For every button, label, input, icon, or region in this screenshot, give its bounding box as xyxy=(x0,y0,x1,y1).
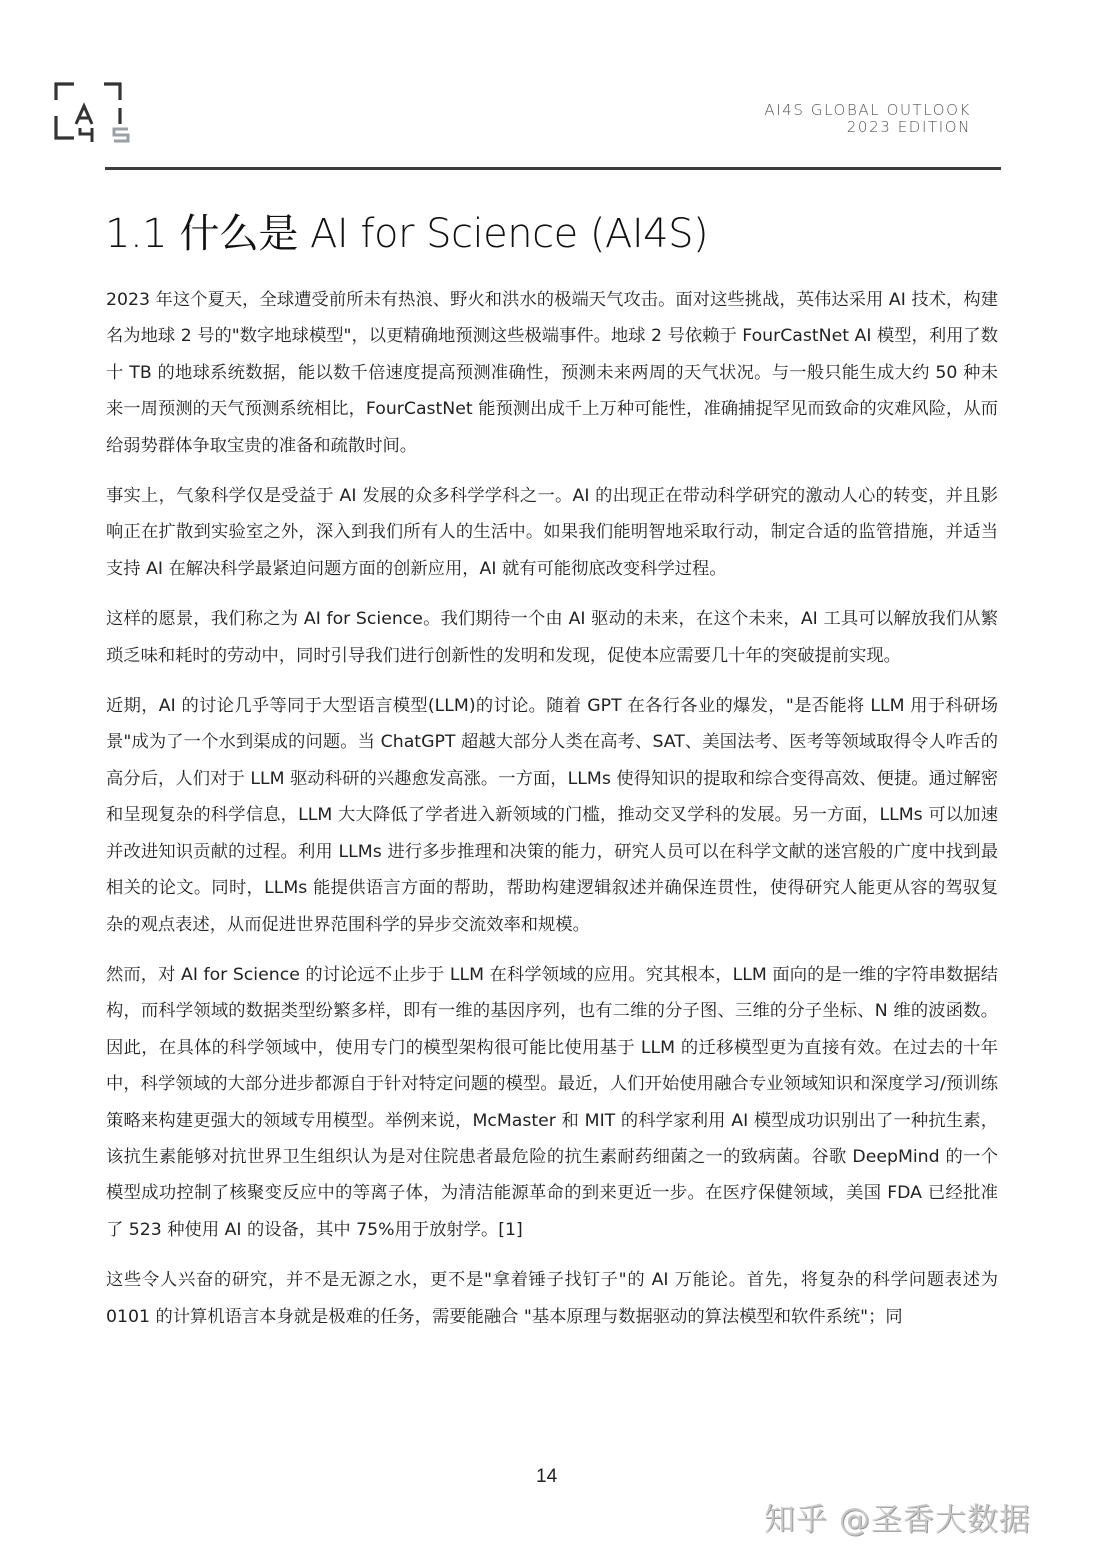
paragraph: 事实上，气象科学仅是受益于 AI 发展的众多科学学科之一。AI 的出现正在带动科学研究的激动人心的转变，并且影响正在扩散到实验室之外，深入到我们所有人的生活中。如果我们能明智地采取行动，制定合适的监管措施，并适当支持 AI 在解决科学最紧迫问题方面的创新应用，AI 就有可能彻底改变科学过程。 xyxy=(106,486,998,579)
publication-header xyxy=(764,102,971,136)
paragraph: 近期，AI 的讨论几乎等同于大型语言模型(LLM)的讨论。随着 GPT 在各行各业的爆发，"是否能将 LLM 用于科研场景"成为了一个水到渠成的问题。当 ChatGPT 超越大部分人类在高考、SAT、美国法考、医考等领域取得令人咋舌的高分后，人们对于 LLM 驱动科研的兴趣愈发高涨。一方面，LLMs 使得知识的提取和综合变得高效、便捷。通过解密和呈现复杂的科学信息，LLM 大大降低了学者进入新领域的门槛，推动交叉学科的发展。另一方面，LLMs 可以加速并改进知识贡献的过程。利用 LLMs 进行多步推理和决策的能力，研究人员可以在科学文献的迷宫般的广度中找到最相关的论文。同时，LLMs 能提供语言方面的帮助，帮助构建逻辑叙述并确保连贯性，使得研究人能更从容的驾驭复杂的观点表述，从而促进世界范围科学的异步交流效率和规模。 xyxy=(106,696,998,935)
ai4s-logo-icon xyxy=(52,80,132,144)
paragraph: 然而，对 AI for Science 的讨论远不止步于 LLM 在科学领域的应用。究其根本，LLM 面向的是一维的字符串数据结构，而科学领域的数据类型纷繁多样，即有一维的基因序列，也有二维的分子图、三维的分子坐标、N 维的波函数。因此，在具体的科学领域中，使用专门的模型架构很可能比使用基于 LLM 的迁移模型更为直接有效。在过去的十年中，科学领域的大部分进步都源自于针对特定问题的模型。最近，人们开始使用融合专业领域知识和深度学习/预训练策略来构建更强大的领域专用模型。举例来说，McMaster 和 MIT 的科学家利用 AI 模型成功识别出了一种抗生素，该抗生素能够对抗世界卫生组织认为是对住院患者最危险的抗生素耐药细菌之一的致病菌。谷歌 DeepMind 的一个模型成功控制了核聚变反应中的等离子体，为清洁能源革命的到来更近一步。在医疗保健领域，美国 FDA 已经批准了 523 种使用 AI 的设备，其中 75%用于放射学。[1] xyxy=(106,964,998,1240)
paragraph: 这些令人兴奋的研究，并不是无源之水，更不是"拿着锤子找钉子"的 AI 万能论。首先，将复杂的科学问题表述为 0101 的计算机语言本身就是极难的任务，需要能融合 "基本原理与数据驱动的算法模型和软件系统"；同 xyxy=(106,1270,998,1327)
page-number: 14 xyxy=(536,1466,558,1487)
publication-edition: 2023 EDITION xyxy=(846,118,971,136)
publication-title: AI4S GLOBAL OUTLOOK xyxy=(764,101,971,119)
section-body xyxy=(106,282,998,1349)
paragraph: 这样的愿景，我们称之为 AI for Science。我们期待一个由 AI 驱动的未来，在这个未来，AI 工具可以解放我们从繁琐乏味和耗时的劳动中，同时引导我们进行创新性的发明和发现，促使本应需要几十年的突破提前实现。 xyxy=(106,609,998,666)
ai4s-logo xyxy=(52,80,132,144)
watermark: 知乎 @圣香大数据 xyxy=(764,1502,1031,1538)
paragraph: 2023 年这个夏天，全球遭受前所未有热浪、野火和洪水的极端天气攻击。面对这些挑战，英伟达采用 AI 技术，构建名为地球 2 号的"数字地球模型"，以更精确地预测这些极端事件。地球 2 号依赖于 FourCastNet AI 模型，利用了数十 TB 的地球系统数据，能以数千倍速度提高预测准确性，预测未来两周的天气状况。与一般只能生成大约 50 种未来一周预测的天气预测系统相比，FourCastNet 能预测出成千上万种可能性，准确捕捉罕见而致命的灾难风险，从而给弱势群体争取宝贵的准备和疏散时间。 xyxy=(106,290,998,456)
header-divider xyxy=(105,167,1001,170)
section-title: 1.1 什么是 AI for Science (AI4S) xyxy=(105,211,709,257)
